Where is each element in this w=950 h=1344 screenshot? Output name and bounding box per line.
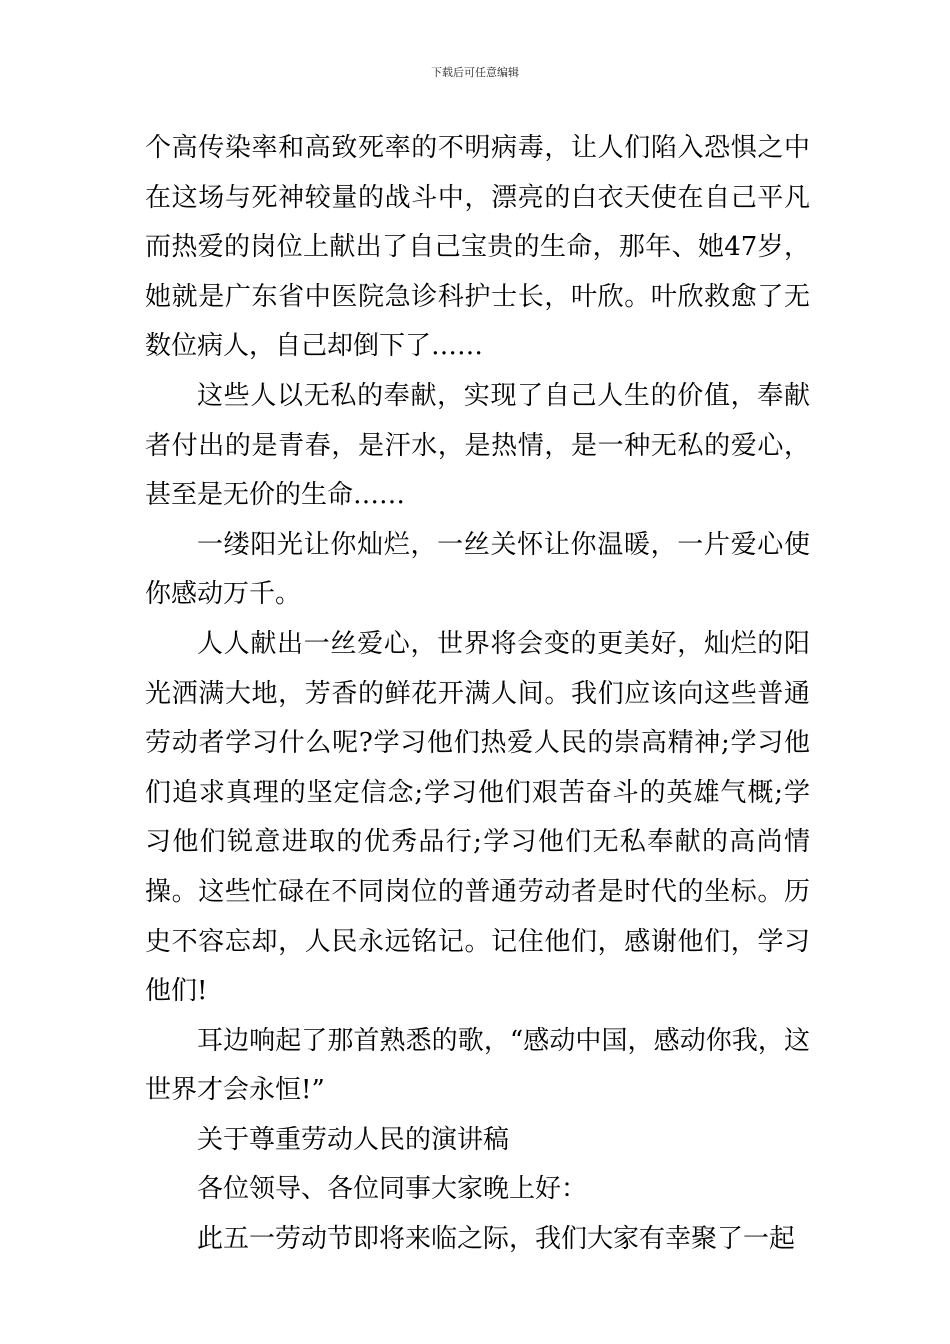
paragraph: 人人献出一丝爱心，世界将会变的更美好，灿烂的阳光洒满大地，芳香的鲜花开满人间。我们应该向这些普通劳动者学习什么呢?学习他们热爱人民的崇高精神;学习他们追求真理的坚定信念;学习他们艰苦奋斗的英雄气概;学习他们锐意进取的优秀品行;学习他们无私奉献的高尚情操。这些忙碌在不同岗位的普通劳动者是时代的坐标。历史不容忘却，人民永远铭记。记住他们，感谢他们，学习他们!	[145, 628, 810, 1007]
paragraph: 耳边响起了那首熟悉的歌，“感动中国，感动你我，这世界才会永恒!”	[145, 1025, 810, 1106]
greeting: 各位领导、各位同事大家晚上好：	[197, 1174, 588, 1205]
paragraph: 一缕阳光让你灿烂，一丝关怀让你温暖，一片爱心使你感动万千。	[145, 529, 810, 610]
page-header: 下载后可任意编辑	[431, 66, 519, 79]
section-title: 关于尊重劳动人民的演讲稿	[197, 1124, 510, 1155]
paragraph: 此五一劳动节即将来临之际，我们大家有幸聚了一起	[197, 1224, 796, 1255]
document-body	[145, 124, 810, 1265]
paragraph: 这些人以无私的奉献，实现了自己人生的价值，奉献者付出的是青春，是汗水，是热情，是一种无私的爱心，甚至是无价的生命……	[145, 380, 810, 511]
paragraph: 个高传染率和高致死率的不明病毒，让人们陷入恐惧之中在这场与死神较量的战斗中，漂亮的白衣天使在自己平凡而热爱的岗位上献出了自己宝贵的生命，那年、她47岁，她就是广东省中医院急诊科护士长，叶欣。叶欣救愈了无数位病人，自己却倒下了……	[145, 133, 810, 362]
